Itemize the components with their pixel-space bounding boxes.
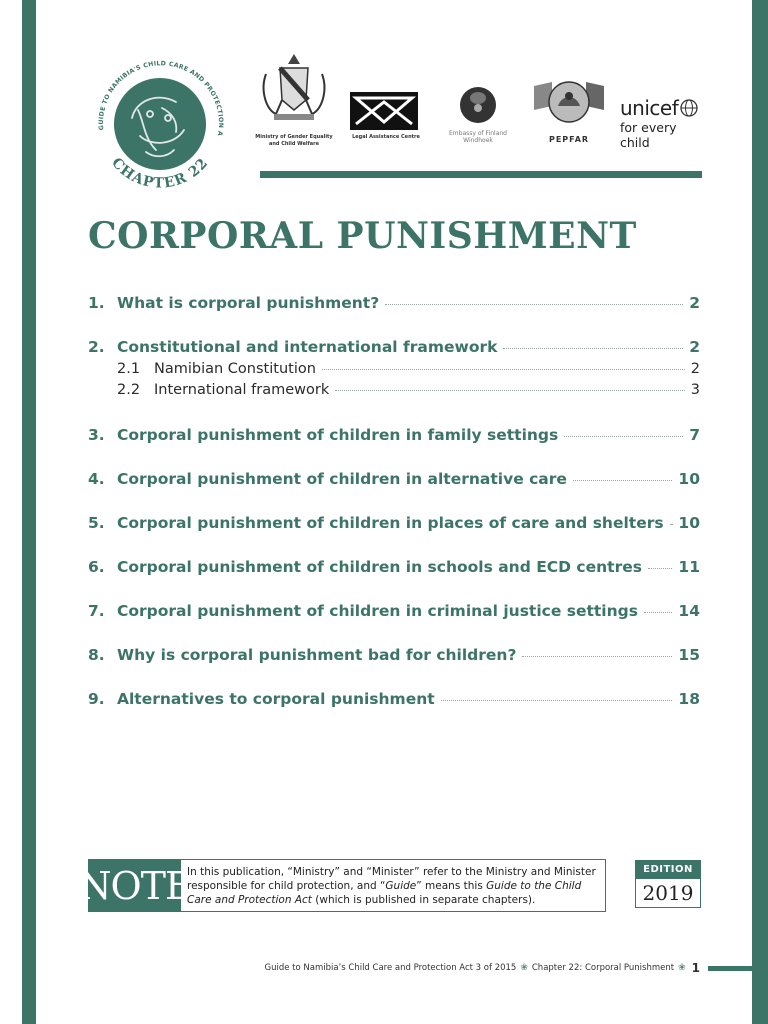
toc-label: International framework <box>154 382 330 398</box>
toc-number: 6. <box>88 558 105 576</box>
toc-label: Corporal punishment of children in criminal justice settings <box>117 602 638 620</box>
footer-guide-title: Guide to Namibia’s Child Care and Protection Act 3 of 2015 <box>264 963 517 973</box>
toc-page: 18 <box>678 690 700 708</box>
toc-entry-2-2[interactable] <box>88 382 700 398</box>
footer-page-number: 1 <box>691 961 700 975</box>
toc-number: 1. <box>88 294 105 312</box>
ministry-caption: Ministry of Gender Equality and Child Welfare <box>255 134 333 147</box>
toc-page: 11 <box>678 558 700 576</box>
toc-label: Why is corporal punishment bad for children? <box>117 646 517 664</box>
pepfar-emblem-icon <box>530 76 608 132</box>
toc-number: 3. <box>88 426 105 444</box>
toc-page: 2 <box>689 338 700 356</box>
toc-entry-2-1[interactable] <box>88 361 700 377</box>
leaf-icon: ❀ <box>520 963 528 973</box>
toc-entry-7[interactable] <box>88 602 700 620</box>
toc-number: 9. <box>88 690 105 708</box>
toc-entry-3[interactable] <box>88 426 700 444</box>
pepfar-logo <box>530 76 608 176</box>
toc-leader <box>441 700 673 701</box>
toc-label: What is corporal punishment? <box>117 294 380 312</box>
note-label: NOTE <box>89 860 181 911</box>
page-footer <box>240 961 700 975</box>
unicef-tagline: for every child <box>620 120 677 150</box>
toc-number: 2. <box>88 338 105 356</box>
toc-label: Corporal punishment of children in places of care and shelters <box>117 514 664 532</box>
toc-label: Corporal punishment of children in family settings <box>117 426 559 444</box>
embassy-globe-icon <box>440 84 516 126</box>
toc-leader <box>573 480 673 481</box>
toc-page: 15 <box>678 646 700 664</box>
toc-entry-9[interactable] <box>88 690 700 708</box>
toc-label: Corporal punishment of children in alternative care <box>117 470 567 488</box>
toc-leader <box>322 369 685 370</box>
toc-page: 10 <box>678 514 700 532</box>
note-box <box>78 859 606 912</box>
toc-label: Alternatives to corporal punishment <box>117 690 435 708</box>
footer-rule <box>708 966 768 971</box>
toc-page: 2 <box>690 361 700 377</box>
toc-number: 2.1 <box>117 361 141 377</box>
toc-label: Corporal punishment of children in schools and ECD centres <box>117 558 642 576</box>
toc-page: 3 <box>690 382 700 398</box>
unicef-globe-icon <box>680 99 698 117</box>
toc-leader <box>670 524 673 525</box>
unicef-logo <box>620 96 706 196</box>
note-text-part: ” means this <box>416 880 487 892</box>
left-edge-bar <box>22 0 36 1024</box>
edition-year: 2019 <box>635 879 701 908</box>
toc-number: 2.2 <box>117 382 141 398</box>
toc-entry-2[interactable] <box>88 338 700 356</box>
toc-leader <box>503 348 683 349</box>
toc-entry-4[interactable] <box>88 470 700 488</box>
note-text-emphasis: Guide to the Child Care and Protection Act <box>187 880 582 906</box>
toc-entry-1[interactable] <box>88 294 700 312</box>
edition-label: EDITION <box>635 860 701 879</box>
toc-leader <box>335 390 685 391</box>
toc-leader <box>522 656 672 657</box>
chapter-badge <box>80 48 240 198</box>
toc-label: Namibian Constitution <box>154 361 316 377</box>
toc-number: 7. <box>88 602 105 620</box>
note-text-part: In this publication, “Ministry” and “Minister” refer to the Ministry and Minister responsible for child protection, and “ <box>187 866 596 892</box>
header-rule <box>260 171 702 178</box>
note-text-emphasis: Guide <box>385 880 417 892</box>
edition-box <box>635 860 701 908</box>
toc-entry-8[interactable] <box>88 646 700 664</box>
badge-arc-text: GUIDE TO NAMIBIA'S CHILD CARE AND PROTECTION A <box>97 60 225 137</box>
pepfar-caption: PEPFAR <box>548 135 590 144</box>
lac-caption: Legal Assistance Centre <box>352 134 420 140</box>
right-edge-bar <box>752 0 768 1024</box>
toc-number: 4. <box>88 470 105 488</box>
coat-of-arms-icon <box>254 50 334 130</box>
toc-page: 2 <box>689 294 700 312</box>
toc-leader <box>564 436 683 437</box>
unicef-wordmark: unicef <box>620 96 679 120</box>
toc-page: 10 <box>678 470 700 488</box>
toc-number: 5. <box>88 514 105 532</box>
note-text <box>181 860 605 911</box>
leaf-icon: ❀ <box>678 963 686 973</box>
toc-page: 14 <box>678 602 700 620</box>
toc-entry-5[interactable] <box>88 514 700 532</box>
finland-caption: Embassy of Finland Windhoek <box>449 130 507 144</box>
lac-emblem-icon <box>350 92 418 130</box>
toc-leader <box>648 568 672 569</box>
toc-leader <box>385 304 683 305</box>
note-text-part: (which is published in separate chapters). <box>311 894 536 906</box>
badge-chapter-text: CHAPTER 22 <box>108 154 212 192</box>
footer-chapter-title: Chapter 22: Corporal Punishment <box>531 963 675 973</box>
toc-page: 7 <box>689 426 700 444</box>
toc-number: 8. <box>88 646 105 664</box>
toc-leader <box>644 612 672 613</box>
ministry-logo <box>254 50 334 150</box>
finland-logo <box>440 84 516 184</box>
toc-entry-6[interactable] <box>88 558 700 576</box>
page-title: CORPORAL PUNISHMENT <box>88 215 637 257</box>
toc-label: Constitutional and international framework <box>117 338 498 356</box>
